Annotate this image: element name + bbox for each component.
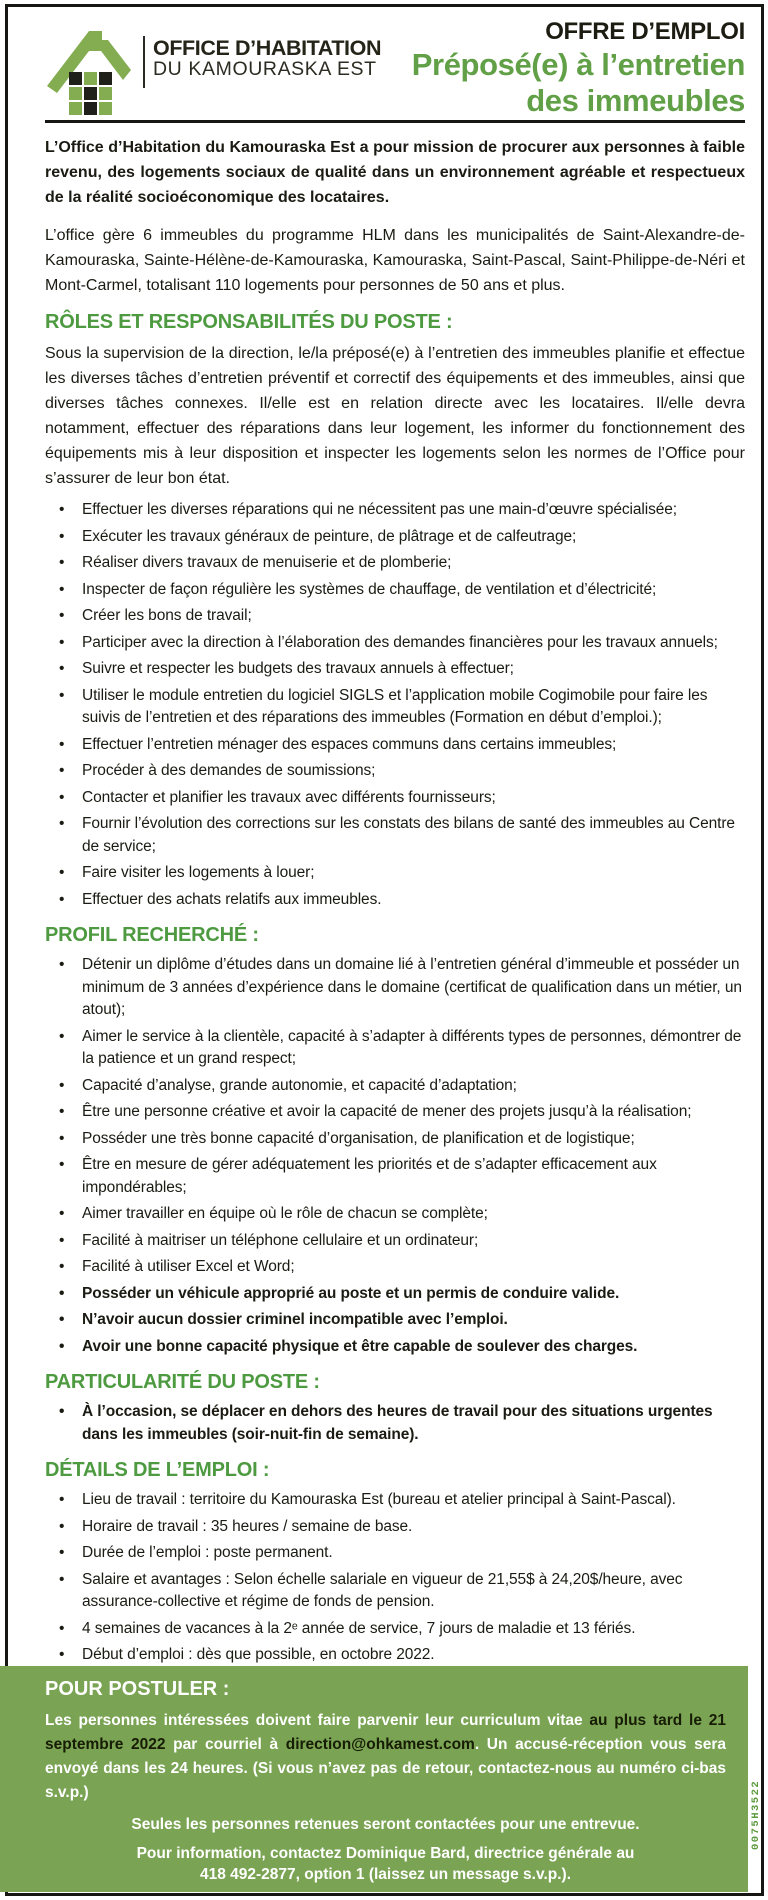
section-heading-roles: RÔLES ET RESPONSABILITÉS DU POSTE : [45,311,453,333]
bullet-item: • Salaire et avantages : Selon échelle salariale en vigueur de 21,55$ à 24,20$/heure, avec assurance-collective et régime de fonds de pension. [45,1569,745,1614]
bullet-item: • Posséder une très bonne capacité d’organisation, de planification et de logistique; [45,1128,745,1151]
apply-text-segment: au plus tard le 21 septembre 2022 [45,1712,726,1753]
print-code-vertical: 0075H3522 [750,1779,762,1850]
house-roof-icon [45,22,141,108]
profil-bullet-list [45,954,745,1358]
apply-note-contact: Pour information, contactez Dominique Bard, directrice générale au [136,1845,635,1862]
bullet-item: • Procéder à des demandes de soumissions; [45,760,745,783]
bullet-item: • Facilité à utiliser Excel et Word; [45,1256,745,1279]
section-heading-particularite: PARTICULARITÉ DU POSTE : [45,1371,320,1393]
apply-note-phone: 418 492-2877, option 1 (laissez un message s.v.p.). [199,1866,572,1883]
bullet-item: • Aimer travailler en équipe où le rôle de chacun se complète; [45,1203,745,1226]
apply-text-segment: . Un accusé-réception vous sera envoyé dans les 24 heures. (Si vous n’avez pas de retour, contactez-nous au numéro ci-bas s.v.p.) [45,1736,726,1801]
bullet-item: • Lieu de travail : territoire du Kamouraska Est (bureau et atelier principal à Saint-Pascal). [45,1489,745,1512]
bullet-item: • Faire visiter les logements à louer; [45,862,745,885]
bullet-item: • Fournir l’évolution des corrections sur les constats des bilans de santé des immeubles au Centre de service; [45,813,745,858]
bullet-item: • Capacité d’analyse, grande autonomie, et capacité d’adaptation; [45,1075,745,1098]
bullet-item: • Contacter et planifier les travaux avec différents fournisseurs; [45,787,745,810]
bullet-item: • Inspecter de façon régulière les systèmes de chauffage, de ventilation et d’électricité; [45,579,745,602]
org-name [153,22,381,80]
apply-text-segment: Les personnes intéressées doivent faire parvenir leur curriculum vitae [45,1712,590,1729]
bullet-item: • Durée de l’emploi : poste permanent. [45,1542,745,1565]
bullet-item: • Effectuer des achats relatifs aux immeubles. [45,889,745,912]
particularite-bullet-list [45,1401,745,1446]
section-heading-profil: PROFIL RECHERCHÉ : [45,924,259,946]
job-title-line2: des immeubles [526,83,745,118]
page-content [45,14,745,1671]
bullet-item: • Suivre et respecter les budgets des travaux annuels à effectuer; [45,658,745,681]
bullet-item: • Utiliser le module entretien du logiciel SIGLS et l’application mobile Cogimobile pour faire les suivis de l’entretien et des réparations des immeubles (Formation en début d’emploi.); [45,685,745,730]
bullet-item: • N’avoir aucun dossier criminel incompatible avec l’emploi. [45,1309,745,1332]
apply-heading: POUR POSTULER : [45,1678,230,1700]
bullet-item: • Participer avec la direction à l’élaboration des demandes financières pour les travaux annuels; [45,632,745,655]
posting-titles [412,14,745,116]
org-name-line2: DU KAMOURASKA EST [153,57,377,80]
bullet-item: • À l’occasion, se déplacer en dehors des heures de travail pour des situations urgentes dans les immeubles (soir-nuit-fin de semaine). [45,1401,745,1446]
logo-separator [143,36,145,88]
bullet-item: • Effectuer l’entretien ménager des espaces communs dans certains immeubles; [45,734,745,757]
org-name-line1: OFFICE D’HABITATION [153,36,382,60]
bullet-item: • Être une personne créative et avoir la capacité de mener des projets jusqu’à la réalisation; [45,1101,745,1124]
header [45,14,745,118]
bullet-item: • Facilité à maitriser un téléphone cellulaire et un ordinateur; [45,1230,745,1253]
email-address[interactable]: direction@ohkamest.com [285,1736,475,1753]
apply-footer [0,1666,748,1892]
apply-note-interview: Seules les personnes retenues seront contactées pour une entrevue. [131,1816,640,1833]
bullet-item: • Créer les bons de travail; [45,605,745,628]
roles-intro-paragraph: Sous la supervision de la direction, le/la préposé(e) à l’entretien des immeubles planifie et effectue les diverses tâches d’entretien préventif et correctif des équipements et des immeubles, ainsi que diverses tâches connexes. Il/elle est en relation directe avec les locataires. Il/elle devra notamment, effectuer des réparations dans leur logement, les informer du fonctionnement des équipements mis à leur disposition et inspecter les logements selon les normes de l’Office pour s’assurer de leur bon état. [45,345,745,487]
bullet-item: • Aimer le service à la clientèle, capacité à s’adapter à différents types de personnes, démontrer de la patience et un grand respect; [45,1026,745,1071]
bullet-item: • Horaire de travail : 35 heures / semaine de base. [45,1516,745,1539]
bullet-item: • Avoir une bonne capacité physique et être capable de soulever des charges. [45,1336,745,1359]
bullet-item: • Effectuer les diverses réparations qui ne nécessitent pas une main-d’œuvre spécialisée; [45,499,745,522]
section-heading-details: DÉTAILS DE L’EMPLOI : [45,1459,270,1481]
description-paragraph: L’office gère 6 immeubles du programme HLM dans les municipalités de Saint-Alexandre-de-Kamouraska, Sainte-Hélène-de-Kamouraska, Kamouraska, Saint-Pascal, Saint-Philippe-de-Néri et Mont-Carmel, totalisant 110 logements pour personnes de 50 ans et plus. [45,227,745,294]
bullet-item: • Début d’emploi : dès que possible, en octobre 2022. [45,1644,745,1667]
mission-paragraph: L’Office d’Habitation du Kamouraska Est a pour mission de procurer aux personnes à faible revenu, des logements sociaux de qualité dans un environnement agréable et respectueux de la réalité socioéconomique des locataires. [45,139,745,206]
roles-bullet-list [45,499,745,911]
bullet-item: • Réaliser divers travaux de menuiserie et de plomberie; [45,552,745,575]
org-logo [45,14,381,108]
bullet-item: • Exécuter les travaux généraux de peinture, de plâtrage et de calfeutrage; [45,526,745,549]
apply-paragraph [45,1709,726,1805]
bullet-item: • Être en mesure de gérer adéquatement les priorités et de s’adapter efficacement aux impondérables; [45,1154,745,1199]
details-bullet-list [45,1489,745,1667]
posting-kicker: OFFRE D’EMPLOI [545,18,745,45]
bullet-item: • Posséder un véhicule approprié au poste et un permis de conduire valide. [45,1283,745,1306]
bullet-item: • Détenir un diplôme d’études dans un domaine lié à l’entretien général d’immeuble et posséder un minimum de 3 années d’expérience dans le domaine (certificat de qualification dans un métier, un atout); [45,954,745,1022]
header-divider [45,120,745,123]
apply-text-segment: par courriel à [165,1736,286,1753]
job-title-line1: Préposé(e) à l’entretien [411,47,745,82]
bullet-item: • 4 semaines de vacances à la 2ᵉ année de service, 7 jours de maladie et 13 fériés. [45,1618,745,1641]
logo-squares-grid [69,72,112,115]
